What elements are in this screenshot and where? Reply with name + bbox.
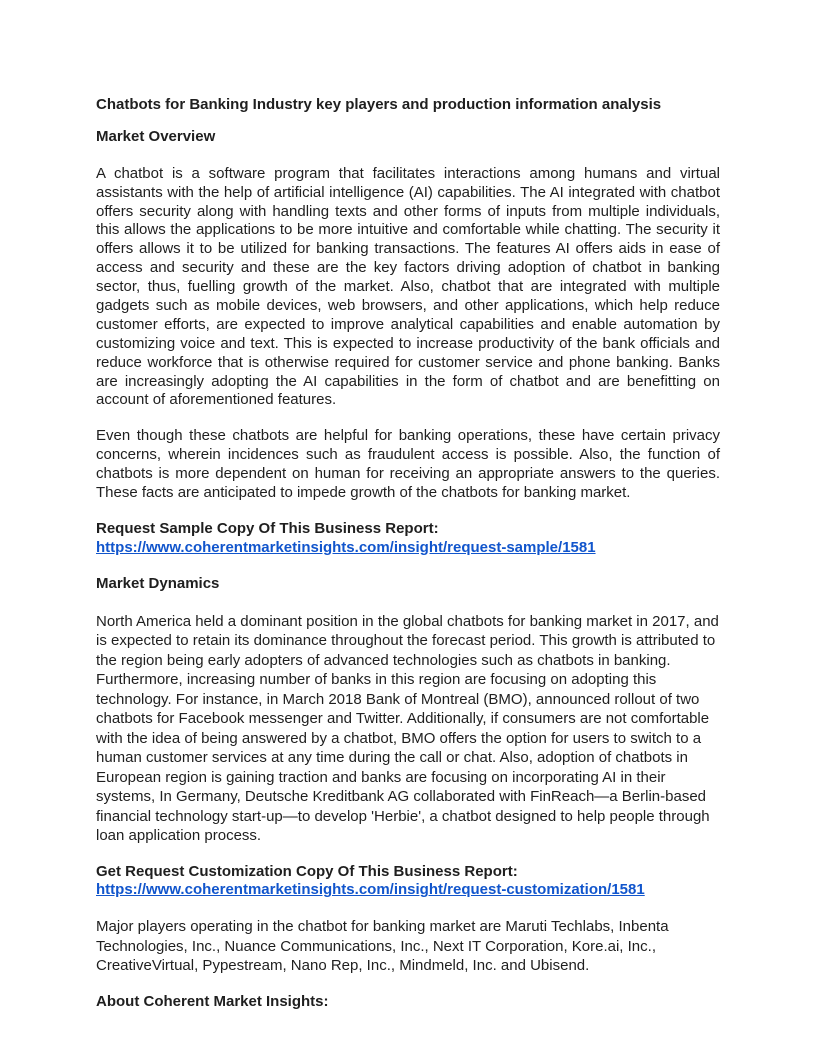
heading-about-coherent-market-insights: About Coherent Market Insights: — [96, 992, 329, 1010]
paragraph-market-dynamics: North America held a dominant position in the global chatbots for banking market in 2017, and is expected to retain its dominance throughout the forecast period. This growth is attributed to the region being early adopters of advanced technologies such as chatbots in banking. Furthermore, increasing number of banks in this region are focusing on adopting this technology. For instance, in March 2018 Bank of Montreal (BMO), announced rollout of two chatbots for Facebook messenger and Twitter. Additionally, if consumers are not comfortable with the idea of being answered by a chatbot, BMO offers the option for users to switch to a human customer services at any time during the call or chat. Also, adoption of chatbots in European region is gaining traction and banks are focusing on incorporating AI in their systems, In Germany, Deutsche Kreditbank AG collaborated with FinReach—a Berlin-based financial technology start-up—to develop 'Herbie', a chatbot designed to help people through loan application process. — [96, 612, 719, 845]
request-customization-link[interactable]: https://www.coherentmarketinsights.com/insight/request-customization/1581 — [96, 881, 645, 899]
document-title: Chatbots for Banking Industry key players and production information analysis — [96, 96, 662, 113]
request-sample-block — [96, 520, 720, 558]
paragraph-market-overview-2: Even though these chatbots are helpful for banking operations, these have certain privacy concerns, wherein incidences such as fraudulent access is possible. Also, the function of chatbots is more dependent on human for receiving an appropriate answers to the queries. These facts are anticipated to impede growth of the chatbots for banking market. — [96, 427, 720, 502]
heading-market-overview: Market Overview — [96, 127, 216, 145]
heading-request-customization: Get Request Customization Copy Of This Business Report: — [96, 862, 518, 880]
heading-request-sample: Request Sample Copy Of This Business Report: — [96, 519, 439, 537]
paragraph-key-players: Major players operating in the chatbot for banking market are Maruti Techlabs, Inbenta Technologies, Inc., Nuance Communications, Inc., Next IT Corporation, Kore.ai, Inc., CreativeVirtual, Pypestream, Nano Rep, Inc., Mindmeld, Inc. and Ubisend. — [96, 918, 669, 975]
paragraph-market-overview-1: A chatbot is a software program that facilitates interactions among humans and virtual assistants with the help of artificial intelligence (AI) capabilities. The AI integrated with chatbot offers security along with handling texts and other forms of inputs from multiple individuals, this allows the applications to be more intuitive and comfortable while chatting. The security it offers allows it to be utilized for banking transactions. The features AI offers aids in ease of access and security and these are the key factors driving adoption of chatbot in banking sector, thus, fuelling growth of the market. Also, chatbot that are integrated with multiple gadgets such as mobile devices, web browsers, and other applications, which help reduce customer efforts, are expected to improve analytical capabilities and enable automation by customizing voice and text. This is expected to increase productivity of the bank officials and reduce workforce that is otherwise required for customer service and phone banking. Banks are increasingly adopting the AI capabilities in the form of chatbot and are benefitting on account of aforementioned features. — [96, 164, 720, 409]
request-sample-link[interactable]: https://www.coherentmarketinsights.com/insight/request-sample/1581 — [96, 538, 596, 556]
request-customization-block — [96, 863, 720, 901]
heading-market-dynamics: Market Dynamics — [96, 574, 220, 592]
